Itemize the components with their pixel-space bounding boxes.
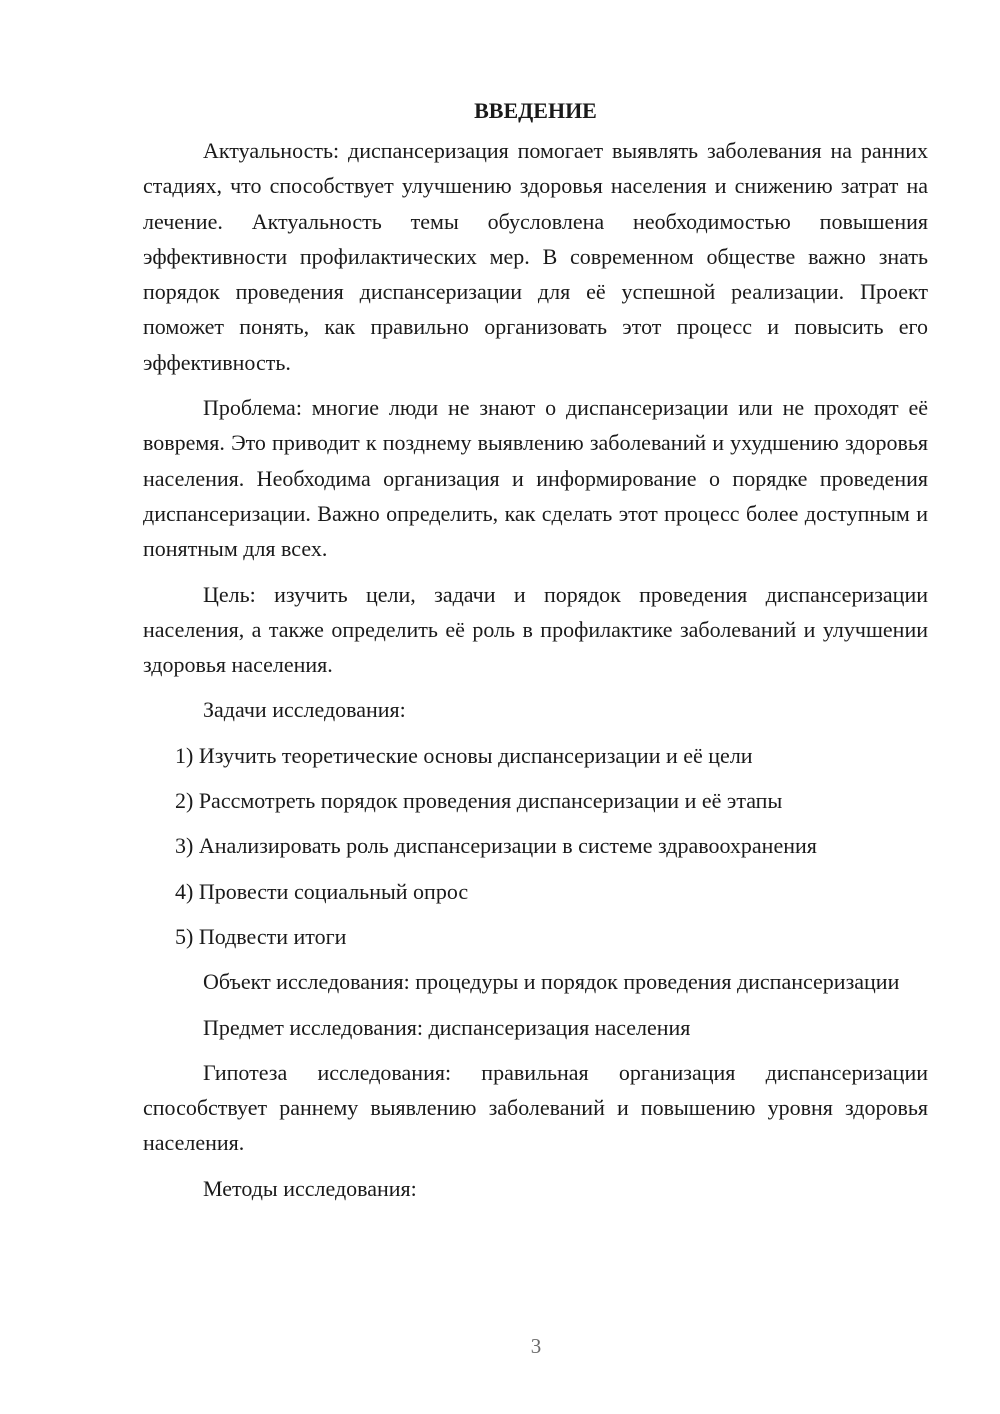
relevance-paragraph: Актуальность: диспансеризация помогает выявлять заболевания на ранних стадиях, что способствует улучшению здоровья населения и снижению затрат на лечение. Актуальность темы обусловлена необходимостью повышения эффективности профилактических мер. В современном обществе важно знать порядок проведения диспансеризации для её успешной реализации. Проект поможет понять, как правильно организовать этот процесс и повысить его эффективность.	[143, 138, 928, 375]
list-item: 3) Анализировать роль диспансеризации в системе здравоохранения	[175, 833, 817, 859]
page-title: ВВЕДЕНИЕ	[474, 98, 597, 123]
subject-paragraph: Предмет исследования: диспансеризация населения	[203, 1014, 691, 1040]
page-body	[143, 93, 928, 1206]
problem-paragraph: Проблема: многие люди не знают о диспансеризации или не проходят её вовремя. Это приводит к позднему выявлению заболеваний и ухудшению здоровья населения. Необходима организация и информирование о порядке проведения диспансеризации. Важно определить, как сделать этот процесс более доступным и понятным для всех.	[143, 395, 928, 562]
goal-paragraph: Цель: изучить цели, задачи и порядок проведения диспансеризации населения, а также определить её роль в профилактике заболеваний и улучшении здоровья населения.	[143, 581, 928, 678]
hypothesis-paragraph: Гипотеза исследования: правильная организация диспансеризации способствует раннему выявлению заболеваний и повышению уровня здоровья населения.	[143, 1059, 928, 1156]
object-paragraph: Объект исследования: процедуры и порядок проведения диспансеризации	[203, 969, 900, 995]
methods-heading: Методы исследования:	[203, 1175, 417, 1201]
page-number: 3	[530, 1334, 542, 1358]
list-item: 4) Провести социальный опрос	[175, 878, 469, 904]
list-item: 1) Изучить теоретические основы диспансеризации и её цели	[175, 742, 753, 768]
tasks-heading: Задачи исследования:	[203, 697, 406, 723]
list-item: 2) Рассмотреть порядок проведения диспансеризации и её этапы	[175, 788, 783, 814]
tasks-list	[143, 738, 928, 954]
list-item: 5) Подвести итоги	[175, 923, 347, 949]
